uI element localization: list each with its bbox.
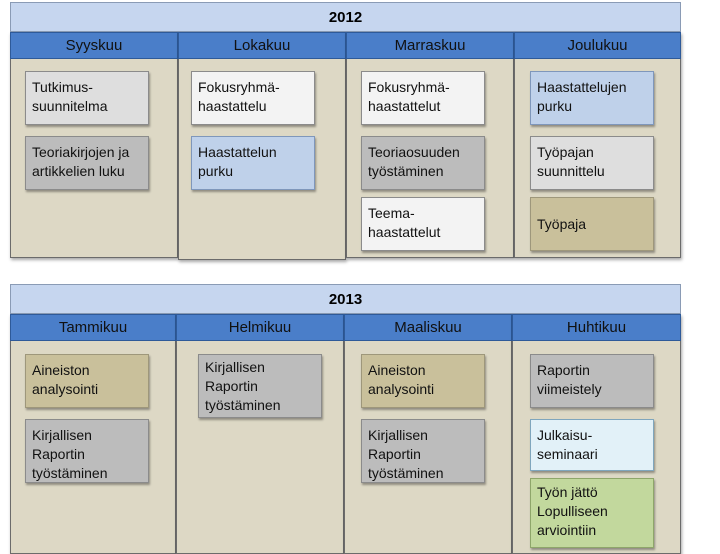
month-column-maaliskuu <box>344 314 512 554</box>
task-card: Työpajan suunnittelu <box>530 136 654 190</box>
task-card: Fokusryhmä- haastattelu <box>191 71 315 125</box>
month-header: Tammikuu <box>10 314 176 341</box>
month-column-marraskuu <box>346 32 514 258</box>
task-card: Kirjallisen Raportin työstäminen <box>361 419 485 483</box>
task-card <box>530 197 654 251</box>
task-card: Kirjallisen Raportin työstäminen <box>25 419 149 483</box>
task-card: Työn jättö Lopulliseen arviointiin <box>530 478 654 548</box>
task-card: Teema- haastattelut <box>361 197 485 251</box>
month-header: Marraskuu <box>346 32 514 59</box>
month-column-syyskuu <box>10 32 178 258</box>
month-header: Joulukuu <box>514 32 681 59</box>
month-column-huhtikuu <box>512 314 681 554</box>
month-header: Syyskuu <box>10 32 178 59</box>
task-card: Teoriaosuuden työstäminen <box>361 136 485 190</box>
month-header: Helmikuu <box>176 314 344 341</box>
task-card: Haastattelujen purku <box>530 71 654 125</box>
task-card: Julkaisu- seminaari <box>530 419 654 471</box>
year-header-2013: 2013 <box>10 284 681 314</box>
month-header: Maaliskuu <box>344 314 512 341</box>
task-card: Tutkimus- suunnitelma <box>25 71 149 125</box>
year-header-2012: 2012 <box>10 2 681 32</box>
task-card-label: Työpaja <box>537 215 587 232</box>
task-card: Kirjallisen Raportin työstäminen <box>198 354 322 418</box>
month-column-lokakuu <box>178 32 346 260</box>
task-card: Fokusryhmä- haastattelut <box>361 71 485 125</box>
task-card: Aineiston analysointi <box>25 354 149 408</box>
month-header: Lokakuu <box>178 32 346 59</box>
task-card: Teoriakirjojen ja artikkelien luku <box>25 136 149 190</box>
task-card: Haastattelun purku <box>191 136 315 190</box>
task-card: Aineiston analysointi <box>361 354 485 408</box>
month-column-helmikuu <box>176 314 344 554</box>
task-card: Raportin viimeistely <box>530 354 654 408</box>
month-header: Huhtikuu <box>512 314 681 341</box>
month-column-joulukuu <box>514 32 681 258</box>
month-column-tammikuu <box>10 314 176 554</box>
